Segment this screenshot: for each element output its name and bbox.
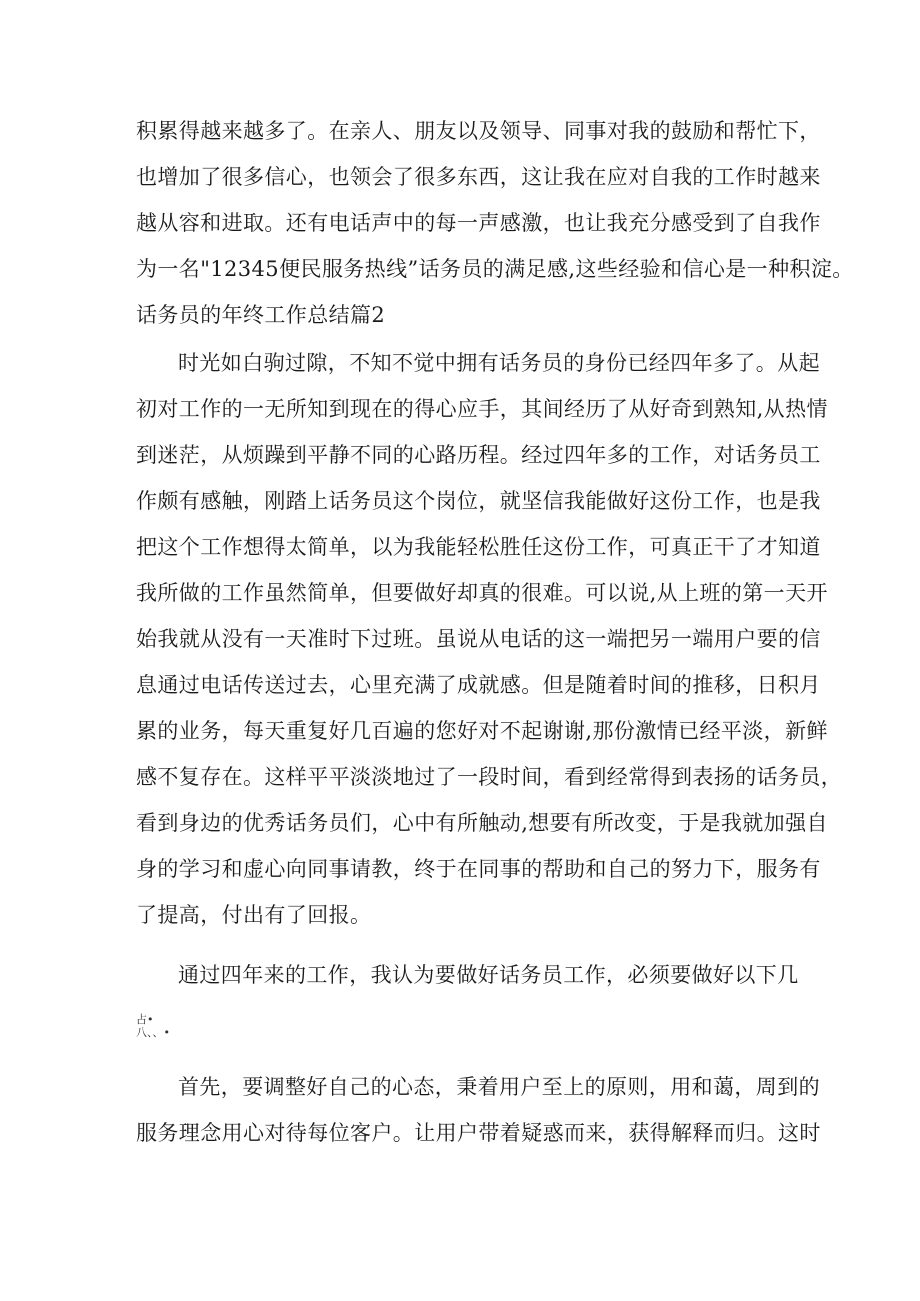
main-paragraph-line-13: 了提高，付出有了回报。 <box>136 903 372 927</box>
main-paragraph-line-4: 作颇有感触，刚踏上话务员这个岗位，就坚信我能做好这份工作，也是我 <box>136 489 821 513</box>
first-point-line-1: 首先，要调整好自己的心态，秉着用户至上的原则，用和蔼，周到的 <box>178 1075 820 1099</box>
main-paragraph-line-3: 到迷茫，从烦躁到平静不同的心路历程。经过四年多的工作，对话务员工 <box>136 443 821 467</box>
prev-paragraph-line-3: 越从容和进取。还有电话声中的每一声感激，也让我充分感受到了自我作 <box>136 211 821 235</box>
main-paragraph-line-2: 初对工作的一无所知到现在的得心应手，其间经历了从好奇到熟知,从热情 <box>136 397 828 421</box>
section-heading: 话务员的年终工作总结篇2 <box>136 303 386 327</box>
main-paragraph-line-9: 累的业务，每天重复好几百遍的您好对不起谢谢,那份激情已经平淡，新鲜 <box>136 719 828 743</box>
prev-paragraph-line-2: 也增加了很多信心，也领会了很多东西，这让我在应对自我的工作时越来 <box>136 165 821 189</box>
prev-paragraph-line-1: 积累得越来越多了。在亲人、朋友以及领导、同事对我的鼓励和帮忙下， <box>136 119 821 143</box>
main-paragraph-line-11: 看到身边的优秀话务员们，心中有所触动,想要有所改变，于是我就加强自 <box>136 811 828 835</box>
main-paragraph-line-1: 时光如白驹过隙，不知不觉中拥有话务员的身份已经四年多了。从起 <box>178 351 820 375</box>
main-paragraph-line-6: 我所做的工作虽然简单，但要做好却真的很难。可以说,从上班的第一天开 <box>136 581 828 605</box>
main-paragraph-line-7: 始我就从没有一天准时下过班。虽说从电话的这一端把另一端用户要的信 <box>136 627 821 651</box>
points-fragment-1: 占• <box>136 1013 154 1026</box>
prev-paragraph-line-4: 为一名"12345便民服务热线”话务员的满足感,这些经验和信心是一种积淀。 <box>136 257 854 281</box>
points-paragraph-line: 通过四年来的工作，我认为要做好话务员工作，必须要做好以下几 <box>178 963 799 987</box>
main-paragraph-line-5: 把这个工作想得太简单，以为我能轻松胜任这份工作，可真正干了才知道 <box>136 535 821 559</box>
main-paragraph-line-10: 感不复存在。这样平平淡淡地过了一段时间，看到经常得到表扬的话务员， <box>136 765 843 789</box>
points-fragment-2: 八、、• <box>136 1026 170 1039</box>
first-point-line-2: 服务理念用心对待每位客户。让用户带着疑惑而来，获得解释而归。这时 <box>136 1121 821 1145</box>
main-paragraph-line-12: 身的学习和虚心向同事请教，终于在同事的帮助和自己的努力下，服务有 <box>136 857 821 881</box>
main-paragraph-line-8: 息通过电话传送过去，心里充满了成就感。但是随着时间的推移，日积月 <box>136 673 821 697</box>
